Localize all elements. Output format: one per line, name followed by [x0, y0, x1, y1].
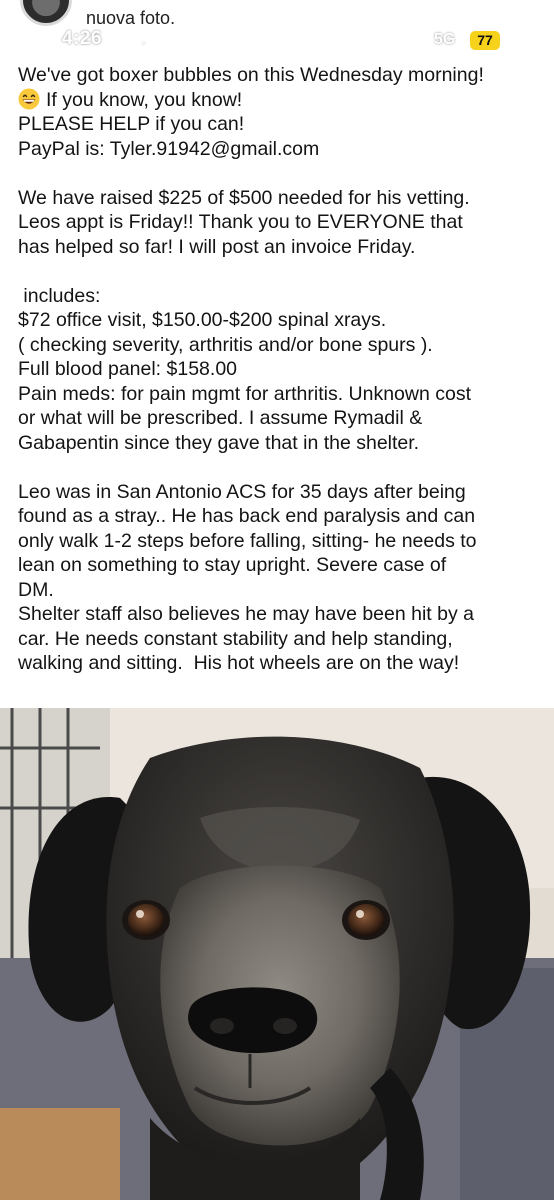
post-header — [0, 0, 554, 60]
grinning-face-emoji — [18, 88, 40, 110]
network-type: 5G — [434, 31, 456, 48]
post-spacer — [18, 161, 542, 186]
post-line-text: If you know, you know! — [46, 88, 243, 111]
post-spacer — [18, 455, 542, 480]
status-time: 4:26 — [62, 28, 103, 49]
post-line: Full blood panel: $158.00 — [18, 358, 238, 380]
post-line: walking and sitting. His hot wheels are on the way! — [18, 652, 460, 674]
post-line: only walk 1-2 steps before falling, sitting- he needs to — [18, 529, 477, 552]
dog-photo-illustration — [0, 708, 554, 1200]
post-line: Pain meds: for pain mgmt for arthritis. Unknown cost — [18, 382, 472, 405]
post-spacer — [18, 259, 542, 284]
battery-cap — [502, 37, 505, 44]
bell-slash-icon — [118, 34, 132, 48]
post-line: $72 office visit, $150.00-$200 spinal xrays. — [18, 309, 387, 331]
post-line: Gabapentin since they gave that in the shelter. — [18, 431, 420, 454]
people-icon — [154, 34, 172, 48]
post-line — [18, 88, 542, 113]
dog-photo[interactable] — [0, 708, 554, 1200]
post-body — [18, 63, 542, 676]
post-line: found as a stray.. He has back end paralysis and can — [18, 505, 476, 527]
cellular-signal-icon — [397, 32, 425, 48]
post-line: We've got boxer bubbles on this Wednesday morning! — [18, 64, 484, 86]
post-line: has helped so far! I will post an invoice Friday. — [18, 235, 416, 258]
post-line: PLEASE HELP if you can! — [18, 113, 245, 135]
post-line: DM. — [18, 578, 54, 601]
post-line: We have raised $225 of $500 needed for his vetting. — [18, 186, 470, 209]
post-line: car. He needs constant stability and help standing, — [18, 627, 453, 650]
avatar[interactable] — [20, 0, 72, 26]
status-dot: · — [141, 34, 146, 50]
paypal-email-link[interactable]: PayPal is: Tyler.91942@gmail.com — [18, 137, 320, 160]
battery-indicator: 77 — [470, 31, 500, 50]
post-line: or what will be prescribed. I assume Rymadil & — [18, 407, 423, 429]
post-line: lean on something to stay upright. Severe case of — [18, 554, 447, 576]
status-bar — [0, 28, 554, 56]
post-header-caption: nuova foto. — [86, 8, 176, 28]
post-line: Leo was in San Antonio ACS for 35 days after being — [18, 480, 466, 503]
post-line: Shelter staff also believes he may have been hit by a — [18, 603, 475, 625]
post-line: includes: — [18, 284, 101, 307]
post-line: ( checking severity, arthritis and/or bone spurs ). — [18, 333, 433, 356]
post-line: Leos appt is Friday!! Thank you to EVERYONE that — [18, 211, 463, 233]
